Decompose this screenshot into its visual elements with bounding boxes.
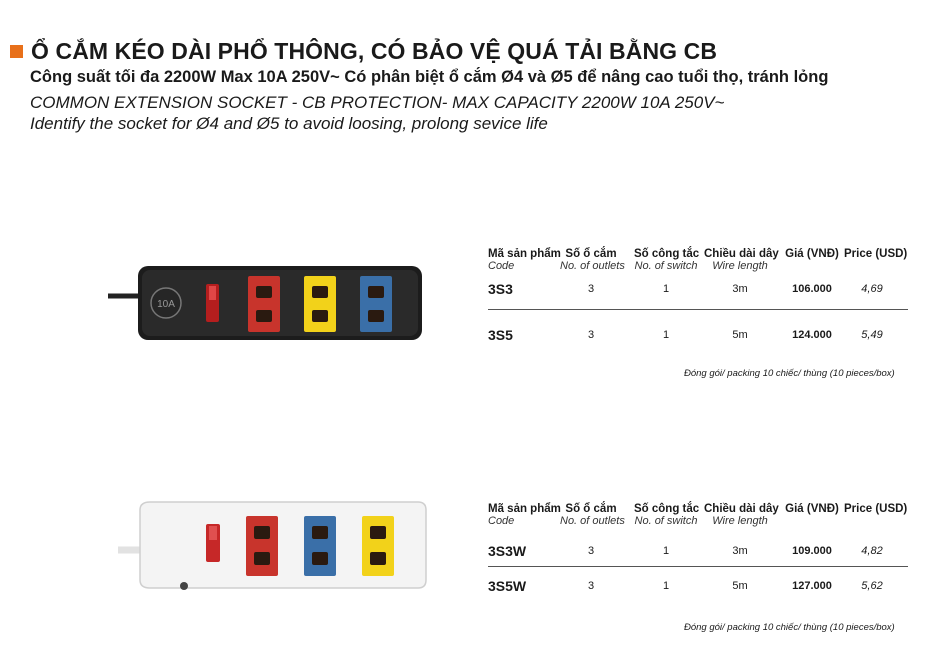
product-code: 3S3 xyxy=(488,281,513,297)
row-divider xyxy=(488,566,908,567)
wire-value: 5m xyxy=(732,580,748,592)
outlet-1 xyxy=(246,516,278,576)
wire-value: 3m xyxy=(732,283,748,295)
title-bullet-icon xyxy=(10,45,23,58)
row-divider xyxy=(488,309,908,310)
price-usd-value: 5,49 xyxy=(861,329,883,341)
switch-highlight xyxy=(209,526,217,540)
price-vnd-value: 124.000 xyxy=(792,329,832,341)
packing-note: Đóng gói/ packing 10 chiếc/ thùng (10 pieces/box) xyxy=(684,368,895,379)
col-switch-header: Số công tắc No. of switch xyxy=(634,503,700,527)
outlets-value: 3 xyxy=(587,580,595,592)
english-subtitle-line2: Identify the socket for Ø4 and Ø5 to avoid loosing, prolong sevice life xyxy=(30,114,548,133)
col-code-header: Mã sản phẩm Code xyxy=(488,248,561,272)
wire-value: 5m xyxy=(732,329,748,341)
outlets-value: 3 xyxy=(587,283,595,295)
col-wire-header: Chiều dài dây Wire length xyxy=(704,503,779,527)
white-extension-socket-image xyxy=(118,498,430,594)
screw-icon xyxy=(180,582,188,590)
col-price-vnd-header: Giá (VNĐ) xyxy=(785,248,839,260)
product-code: 3S3W xyxy=(488,543,527,559)
packing-note: Đóng gói/ packing 10 chiếc/ thùng (10 pieces/box) xyxy=(684,622,895,633)
product-code: 3S5 xyxy=(488,327,513,343)
outlet-3 xyxy=(362,516,394,576)
black-extension-socket-image xyxy=(108,262,428,344)
price-vnd-value: 127.000 xyxy=(792,580,832,592)
outlets-value: 3 xyxy=(587,329,595,341)
switch-value: 1 xyxy=(662,545,670,557)
breaker-label: 10A xyxy=(157,299,175,310)
outlets-value: 3 xyxy=(587,545,595,557)
switch-value: 1 xyxy=(662,329,670,341)
outlet-2 xyxy=(304,276,336,332)
switch-value: 1 xyxy=(662,283,670,295)
col-code-header: Mã sản phẩm Code xyxy=(488,503,561,527)
outlet-2 xyxy=(304,516,336,576)
product-code: 3S5W xyxy=(488,578,527,594)
price-usd-value: 4,69 xyxy=(861,283,883,295)
switch-highlight xyxy=(209,286,216,300)
outlet-1 xyxy=(248,276,280,332)
vietnamese-subtitle: Công suất tối đa 2200W Max 10A 250V~ Có phân biệt ổ cắm Ø4 và Ø5 để nâng cao tuổi thọ, tránh lỏng xyxy=(30,68,829,86)
col-outlets-header: Số ổ cắm No. of outlets xyxy=(560,248,625,272)
page-title: Ổ CẮM KÉO DÀI PHỔ THÔNG, CÓ BẢO VỆ QUÁ TẢI BẰNG CB xyxy=(31,38,718,64)
col-switch-header: Số công tắc No. of switch xyxy=(634,248,700,272)
price-usd-value: 4,82 xyxy=(861,545,883,557)
col-price-usd-header: Price (USD) xyxy=(844,503,908,515)
price-vnd-value: 106.000 xyxy=(792,283,832,295)
wire-value: 3m xyxy=(732,545,748,557)
spec-table-black xyxy=(488,248,918,388)
col-outlets-header: Số ổ cắm No. of outlets xyxy=(560,503,625,527)
spec-table-white xyxy=(488,503,918,613)
col-price-usd-header: Price (USD) xyxy=(844,248,908,260)
price-usd-value: 5,62 xyxy=(861,580,883,592)
switch-value: 1 xyxy=(662,580,670,592)
price-vnd-value: 109.000 xyxy=(792,545,832,557)
english-subtitle-line1: COMMON EXTENSION SOCKET - CB PROTECTION- MAX CAPACITY 2200W 10A 250V~ xyxy=(30,93,725,112)
col-price-vnd-header: Giá (VNĐ) xyxy=(785,503,839,515)
col-wire-header: Chiều dài dây Wire length xyxy=(704,248,779,272)
outlet-3 xyxy=(360,276,392,332)
catalog-header xyxy=(10,38,940,134)
title-row xyxy=(10,38,940,65)
